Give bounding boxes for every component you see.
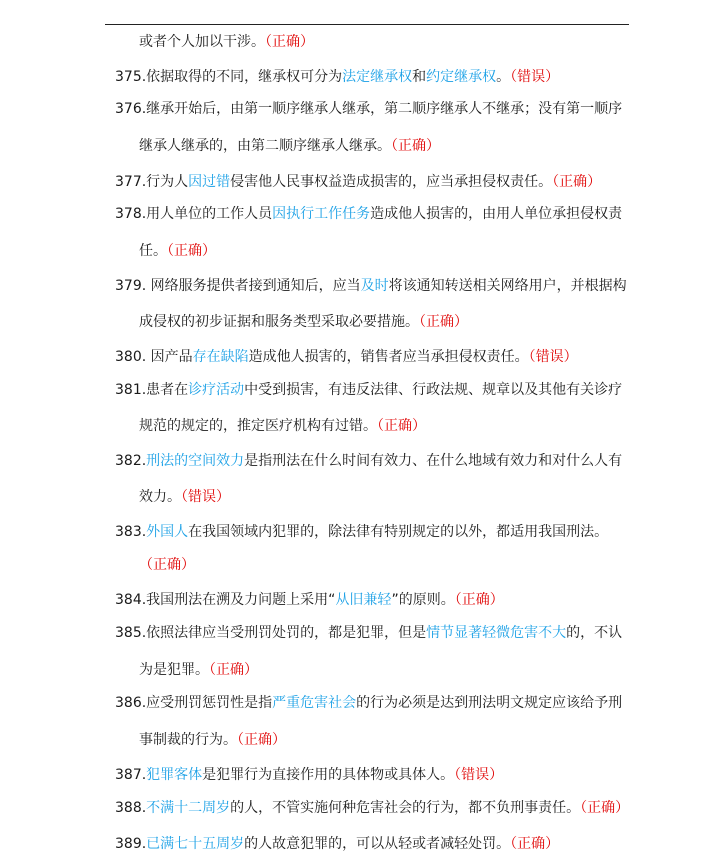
text-line-item xyxy=(115,172,601,192)
text-segment: 继承人继承的，由第二顺序继承人继承。 xyxy=(139,138,391,154)
highlighted-term: 外国人 xyxy=(146,524,189,540)
text-line-continuation xyxy=(139,32,314,52)
text-line-item xyxy=(115,522,608,542)
verdict-label: （错误） xyxy=(528,349,578,365)
highlighted-term: 存在缺陷 xyxy=(192,349,249,365)
text-line-item xyxy=(115,834,559,854)
text-line-continuation xyxy=(139,487,230,507)
text-segment: ”的原则。 xyxy=(391,592,455,608)
text-segment: 侵害他人民事权益造成损害的，应当承担侵权责任。 xyxy=(230,174,553,190)
text-segment: 中受到损害，有违反法律、行政法规、规章以及其他有关诊疗 xyxy=(244,382,623,398)
text-line-item xyxy=(115,67,559,87)
text-line-item xyxy=(115,590,504,610)
text-line-item xyxy=(115,623,622,643)
verdict-label: （正确） xyxy=(377,418,426,434)
verdict-label: （正确） xyxy=(580,800,630,816)
text-line-item xyxy=(115,380,622,400)
text-segment: 和 xyxy=(412,69,427,85)
text-segment: 。 xyxy=(496,69,511,85)
highlighted-term: 严重危害社会 xyxy=(272,695,357,711)
highlighted-term: 诊疗活动 xyxy=(188,382,245,398)
text-segment: 的行为必须是达到刑法明文规定应该给予刑 xyxy=(356,695,623,711)
verdict-label: （正确） xyxy=(265,34,314,50)
text-line-continuation xyxy=(139,660,258,680)
text-segment: 规范的规定的，推定医疗机构有过错。 xyxy=(139,418,377,434)
text-line-item xyxy=(115,451,622,471)
text-segment: 事制裁的行为。 xyxy=(139,732,237,748)
text-segment: 383. xyxy=(115,524,147,540)
verdict-label: （正确） xyxy=(237,732,286,748)
verdict-label: （正确） xyxy=(454,592,504,608)
text-segment: 造成他人损害的，由用人单位承担侵权责 xyxy=(370,206,623,222)
verdict-label: （正确） xyxy=(510,836,560,852)
highlighted-term: 约定继承权 xyxy=(426,69,497,85)
verdict-label: （错误） xyxy=(454,767,504,783)
highlighted-term: 不满十二周岁 xyxy=(146,800,231,816)
verdict-label: （错误） xyxy=(510,69,560,85)
text-line-item xyxy=(115,765,503,785)
text-segment: 377.行为人 xyxy=(115,174,189,190)
text-segment: 387. xyxy=(115,767,147,783)
text-line-continuation xyxy=(139,136,440,156)
text-segment: 效力。 xyxy=(139,489,181,505)
text-segment: 将该通知转送相关网络用户，并根据构 xyxy=(388,278,627,294)
text-segment: 389. xyxy=(115,836,147,852)
text-segment: 的，不认 xyxy=(566,625,623,641)
text-segment: 382. xyxy=(115,453,147,469)
text-line-item xyxy=(115,276,627,296)
text-segment: 成侵权的初步证据和服务类型采取必要措施。 xyxy=(139,314,419,330)
text-segment: 为是犯罪。 xyxy=(139,662,209,678)
verdict-label: （正确） xyxy=(419,314,468,330)
verdict-label: （正确） xyxy=(552,174,602,190)
highlighted-term: 情节显著轻微危害不大 xyxy=(426,625,567,641)
text-segment: 的人故意犯罪的，可以从轻或者减轻处罚。 xyxy=(244,836,511,852)
highlighted-term: 法定继承权 xyxy=(342,69,413,85)
text-segment: 造成他人损害的，销售者应当承担侵权责任。 xyxy=(248,349,529,365)
text-line-continuation xyxy=(139,416,426,436)
highlighted-term: 因过错 xyxy=(188,174,231,190)
text-line-item xyxy=(115,798,629,818)
highlighted-term: 已满七十五周岁 xyxy=(146,836,245,852)
verdict-label: （正确） xyxy=(209,662,258,678)
text-segment: 是指刑法在什么时间有效力、在什么地域有效力和对什么人有 xyxy=(244,453,623,469)
text-segment: 在我国领域内犯罪的，除法律有特别规定的以外，都适用我国刑法。 xyxy=(188,524,609,540)
verdict-label: （错误） xyxy=(181,489,230,505)
text-segment: 388. xyxy=(115,800,147,816)
text-segment: 375.依据取得的不同，继承权可分为 xyxy=(115,69,343,85)
highlighted-term: 刑法的空间效力 xyxy=(146,453,245,469)
highlighted-term: 及时 xyxy=(360,278,389,294)
text-line-item xyxy=(115,204,622,224)
text-line-continuation xyxy=(139,555,195,575)
verdict-label: （正确） xyxy=(167,243,216,259)
text-segment: 384.我国刑法在溯及力问题上采用“ xyxy=(115,592,336,608)
text-segment: 是犯罪行为直接作用的具体物或具体人。 xyxy=(202,767,455,783)
text-segment: 385.依照法律应当受刑罚处罚的，都是犯罪，但是 xyxy=(115,625,427,641)
text-line-item xyxy=(115,99,622,119)
text-segment: 379. 网络服务提供者接到通知后，应当 xyxy=(115,278,361,294)
text-segment: 386.应受刑罚惩罚性是指 xyxy=(115,695,273,711)
verdict-label: （正确） xyxy=(391,138,440,154)
text-line-continuation xyxy=(139,241,216,261)
text-line-item xyxy=(115,347,578,367)
text-segment: 的人，不管实施何种危害社会的行为，都不负刑事责任。 xyxy=(230,800,581,816)
highlighted-term: 从旧兼轻 xyxy=(335,592,392,608)
page-header-rule xyxy=(105,24,629,25)
text-line-continuation xyxy=(139,312,468,332)
text-segment: 381.患者在 xyxy=(115,382,189,398)
highlighted-term: 犯罪客体 xyxy=(146,767,203,783)
text-segment: 376.继承开始后，由第一顺序继承人继承，第二顺序继承人不继承；没有第一顺序 xyxy=(115,101,623,117)
text-line-continuation xyxy=(139,730,286,750)
highlighted-term: 因执行工作任务 xyxy=(272,206,371,222)
text-segment: 或者个人加以干涉。 xyxy=(139,34,265,50)
text-line-item xyxy=(115,693,622,713)
text-segment: 378.用人单位的工作人员 xyxy=(115,206,273,222)
text-segment: 任。 xyxy=(139,243,167,259)
text-segment: 380. 因产品 xyxy=(115,349,193,365)
verdict-label: （正确） xyxy=(139,557,195,573)
